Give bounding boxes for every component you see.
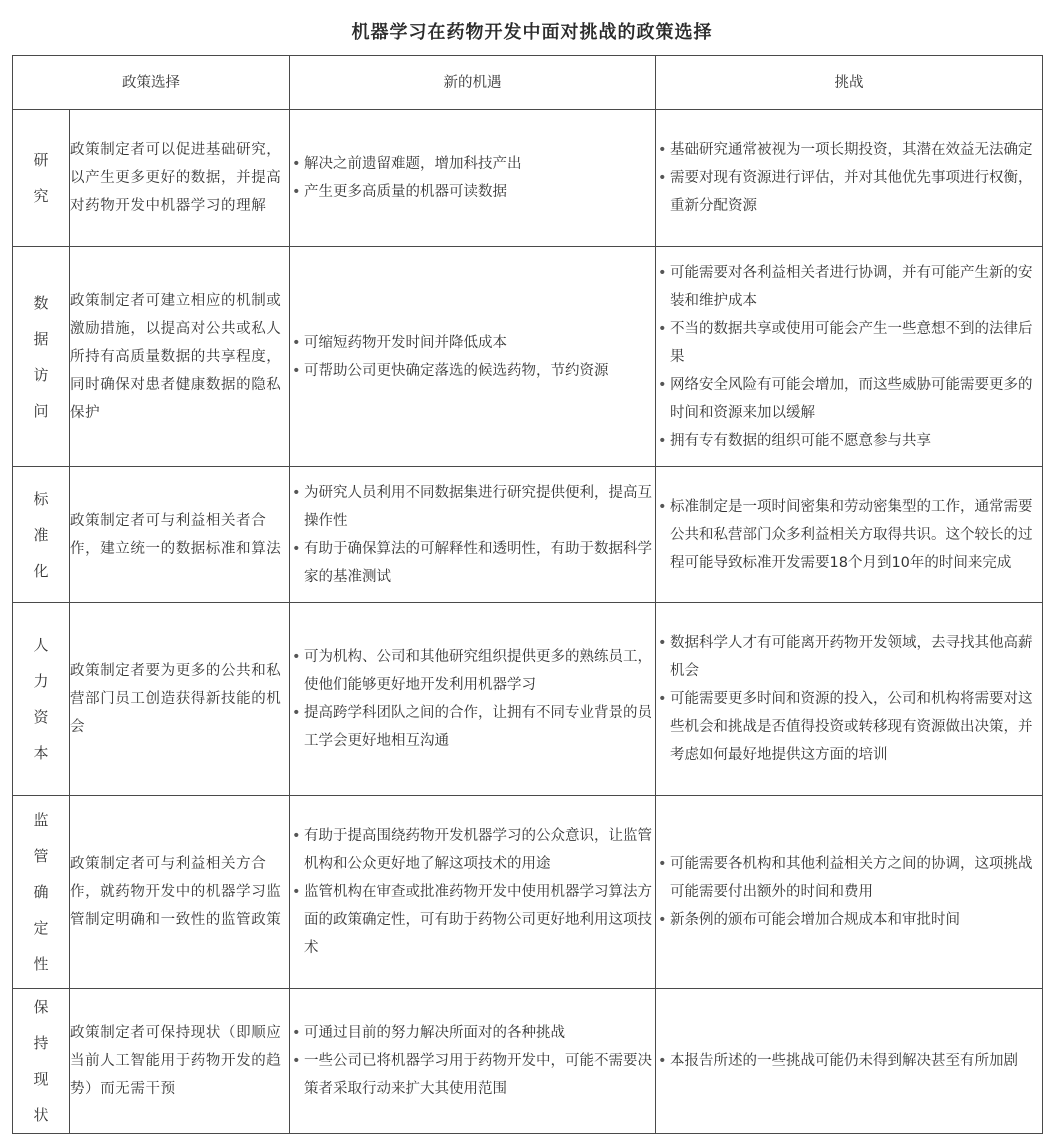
policy-area-char: 标 [33, 489, 49, 508]
policy-area-char: 准 [33, 525, 49, 544]
policy-area [13, 467, 70, 603]
challenge-item: • 可能需要对各利益相关者进行协调，并有可能产生新的安装和维护成本 [656, 259, 1042, 315]
challenges-list [656, 1047, 1042, 1075]
header-row [13, 56, 1043, 110]
opportunities-cell [290, 247, 656, 467]
policy-description: 政策制定者可以促进基础研究，以产生更多更好的数据，并提高对药物开发中机器学习的理解 [70, 110, 290, 247]
challenges-cell [656, 110, 1043, 247]
challenges-cell [656, 989, 1043, 1134]
policy-table [12, 55, 1043, 1134]
challenges-list [656, 259, 1042, 455]
challenge-item: • 新条例的颁布可能会增加合规成本和审批时间 [656, 906, 1042, 934]
policy-description: 政策制定者可建立相应的机制或激励措施，以提高对公共或私人所持有高质量数据的共享程度，同时确保对患者健康数据的隐私保护 [70, 247, 290, 467]
policy-area-char: 据 [33, 329, 49, 348]
policy-area-char: 监 [33, 811, 49, 829]
policy-area-char: 状 [33, 1106, 49, 1124]
policy-area [13, 110, 70, 247]
challenge-item: • 标准制定是一项时间密集和劳动密集型的工作，通常需要公共和私营部门众多利益相关方取得共识。这个较长的过程可能导致标准开发需要18个月到10年的时间来完成 [656, 493, 1042, 577]
opportunities-cell [290, 467, 656, 603]
policy-area [13, 603, 70, 796]
opportunity-item: • 有助于提高围绕药物开发机器学习的公众意识，让监管机构和公众更好地了解这项技术的用途 [290, 822, 655, 878]
policy-area-char: 性 [33, 955, 49, 973]
policy-description: 政策制定者可与利益相关方合作，就药物开发中的机器学习监管制定明确和一致性的监管政策 [70, 796, 290, 989]
table-row [13, 467, 1043, 603]
opportunities-list [290, 329, 655, 385]
policy-area-char: 本 [33, 744, 49, 762]
table-body [13, 110, 1043, 1134]
opportunity-item: • 监管机构在审查或批准药物开发中使用机器学习算法方面的政策确定性，可有助于药物公司更好地利用这项技术 [290, 878, 655, 962]
header-opportunities: 新的机遇 [290, 56, 656, 110]
policy-area-char: 现 [33, 1070, 49, 1088]
policy-area-char: 访 [33, 365, 49, 384]
policy-area [13, 796, 70, 989]
opportunity-item: • 可为机构、公司和其他研究组织提供更多的熟练员工，使他们能够更好地开发利用机器学习 [290, 643, 655, 699]
policy-area-char: 定 [33, 919, 49, 937]
opportunities-cell [290, 989, 656, 1134]
policy-area-char: 化 [33, 561, 49, 580]
header-challenges: 挑战 [656, 56, 1043, 110]
opportunity-item: • 产生更多高质量的机器可读数据 [290, 178, 655, 206]
table-row [13, 796, 1043, 989]
policy-area [13, 247, 70, 467]
policy-description: 政策制定者可与利益相关者合作，建立统一的数据标准和算法 [70, 467, 290, 603]
opportunity-item: • 解决之前遗留难题，增加科技产出 [290, 150, 655, 178]
challenges-cell [656, 467, 1043, 603]
policy-description: 政策制定者可保持现状（即顺应当前人工智能用于药物开发的趋势）而无需干预 [70, 989, 290, 1134]
policy-area-char: 资 [33, 708, 49, 726]
challenge-item: • 不当的数据共享或使用可能会产生一些意想不到的法律后果 [656, 315, 1042, 371]
opportunity-item: • 提高跨学科团队之间的合作，让拥有不同专业背景的员工学会更好地相互沟通 [290, 699, 655, 755]
challenges-list [656, 850, 1042, 934]
opportunities-list [290, 479, 655, 591]
opportunity-item: • 可帮助公司更快确定落选的候选药物，节约资源 [290, 357, 655, 385]
opportunity-item: • 有助于确保算法的可解释性和透明性，有助于数据科学家的基准测试 [290, 535, 655, 591]
challenge-item: • 数据科学人才有可能离开药物开发领域，去寻找其他高薪机会 [656, 629, 1042, 685]
challenges-cell [656, 247, 1043, 467]
page-title: 机器学习在药物开发中面对挑战的政策选择 [351, 22, 713, 43]
policy-area-char: 确 [33, 883, 49, 901]
challenge-item: • 需要对现有资源进行评估，并对其他优先事项进行权衡，重新分配资源 [656, 164, 1042, 220]
opportunities-list [290, 643, 655, 755]
opportunities-list [290, 1019, 655, 1103]
challenges-list [656, 493, 1042, 577]
opportunities-list [290, 822, 655, 962]
policy-area-char: 数 [33, 293, 49, 312]
opportunity-item: • 可通过目前的努力解决所面对的各种挑战 [290, 1019, 655, 1047]
policy-area-char: 人 [33, 636, 49, 654]
opportunity-item: • 可缩短药物开发时间并降低成本 [290, 329, 655, 357]
opportunities-cell [290, 603, 656, 796]
challenge-item: • 拥有专有数据的组织可能不愿意参与共享 [656, 427, 1042, 455]
opportunities-list [290, 150, 655, 206]
challenges-list [656, 136, 1042, 220]
table-row [13, 603, 1043, 796]
policy-area-char: 研 [33, 151, 49, 169]
policy-area-char: 持 [33, 1034, 49, 1052]
table-row [13, 989, 1043, 1134]
challenge-item: • 可能需要各机构和其他利益相关方之间的协调，这项挑战可能需要付出额外的时间和费用 [656, 850, 1042, 906]
opportunity-item: • 为研究人员利用不同数据集进行研究提供便利，提高互操作性 [290, 479, 655, 535]
policy-area-char: 管 [33, 847, 49, 865]
challenge-item: • 可能需要更多时间和资源的投入，公司和机构将需要对这些机会和挑战是否值得投资或转移现有资源做出决策，并考虑如何最好地提供这方面的培训 [656, 685, 1042, 769]
policy-area-char: 力 [33, 672, 49, 690]
table-row [13, 110, 1043, 247]
opportunities-cell [290, 796, 656, 989]
policy-area-char: 究 [33, 187, 49, 205]
challenges-cell [656, 603, 1043, 796]
policy-area [13, 989, 70, 1134]
opportunity-item: • 一些公司已将机器学习用于药物开发中，可能不需要决策者采取行动来扩大其使用范围 [290, 1047, 655, 1103]
challenges-list [656, 629, 1042, 769]
table-row [13, 247, 1043, 467]
header-policy: 政策选择 [13, 56, 290, 110]
policy-area-char: 保 [33, 998, 49, 1016]
opportunities-cell [290, 110, 656, 247]
challenge-item: • 网络安全风险有可能会增加，而这些威胁可能需要更多的时间和资源来加以缓解 [656, 371, 1042, 427]
challenge-item: • 本报告所述的一些挑战可能仍未得到解决甚至有所加剧 [656, 1047, 1042, 1075]
challenge-item: • 基础研究通常被视为一项长期投资，其潜在效益无法确定 [656, 136, 1042, 164]
policy-area-char: 问 [33, 401, 49, 420]
policy-description: 政策制定者要为更多的公共和私营部门员工创造获得新技能的机会 [70, 603, 290, 796]
challenges-cell [656, 796, 1043, 989]
